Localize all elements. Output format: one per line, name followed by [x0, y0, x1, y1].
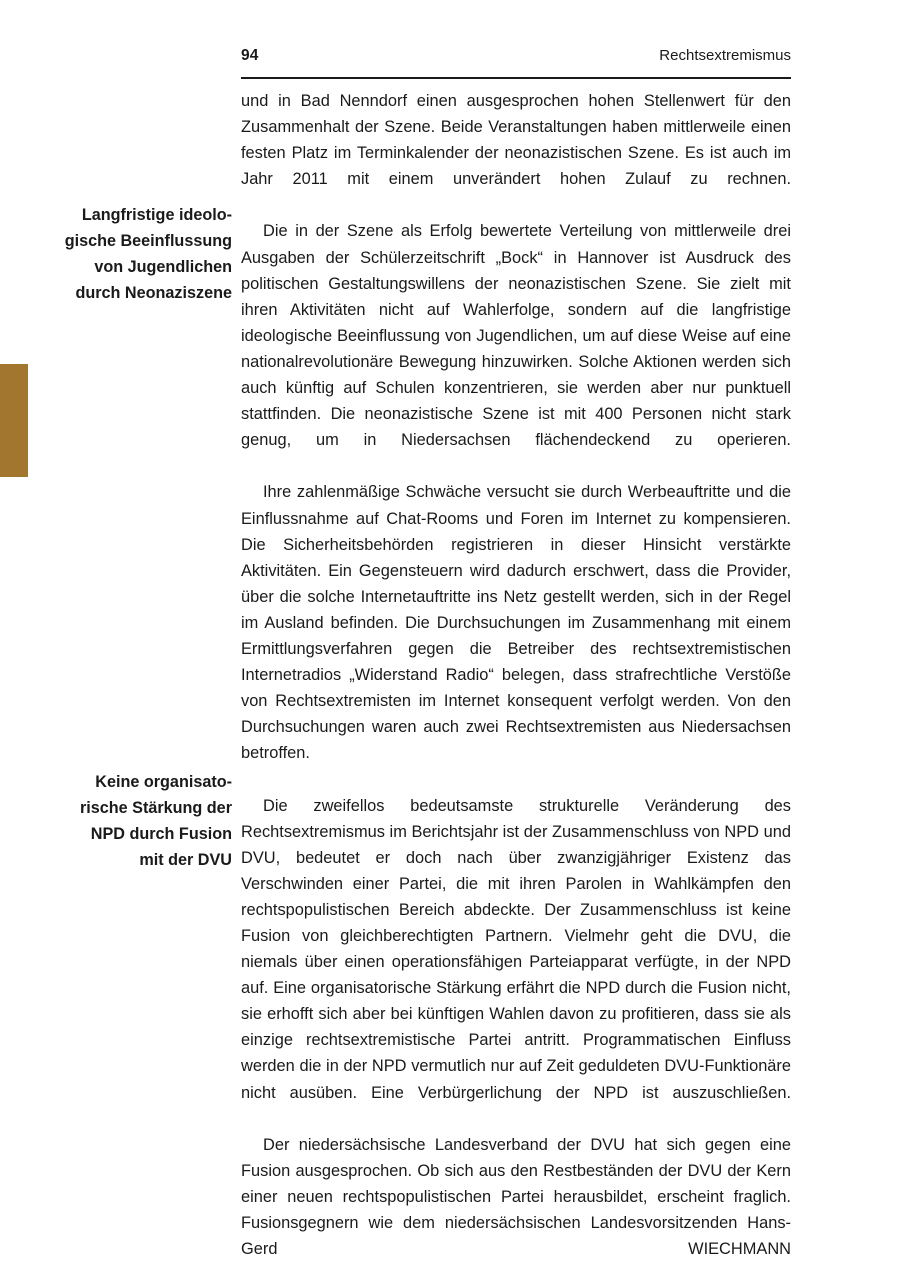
margin-note-line: gische Beeinflussung — [64, 232, 232, 251]
margin-note-line: von Jugendlichen — [94, 258, 232, 277]
body-paragraph: Die in der Szene als Erfolg bewertete Verteilung von mittlerweile drei Ausgaben der Schülerzeitschrift „Bock“ in Hannover ist Ausdruck des politischen Gestaltungswillens der neonazistischen Szene. Sie zielt mit ihren Aktivitäten nicht auf Wahlerfolge, sondern auf die langfristige ideologische Beeinflussung von Jugendlichen, um auf diese Weise auf eine nationalrevolutionäre Bewegung hinzuwirken. Solche Aktionen werden sich auch künftig auf Schulen konzentrieren, sie werden aber nur punktuell stattfinden. Die neonazistische Szene ist mit 400 Personen nicht stark genug, um in Niedersachsen flächendeckend zu operieren. — [241, 222, 791, 450]
margin-note-line: Langfristige ideolo- — [81, 206, 232, 224]
margin-note-line: rische Stärkung der — [79, 799, 232, 818]
body-paragraph: Der niedersächsische Landesverband der DVU hat sich gegen eine Fusion ausgesprochen. Ob sich aus den Restbeständen der DVU der Kern einer neuen rechtspopulistischen Partei herausbildet, erscheint fraglich. Fusionsgegnern wie dem niedersächsischen Landesvorsitzenden Hans-Gerd WIECHMANN — [241, 1135, 791, 1259]
body-paragraph: und in Bad Nenndorf einen ausgesprochen hohen Stellenwert für den Zusammenhalt der Szene. Beide Veranstaltungen haben mittlerweile einen festen Platz im Terminkalender der neonazistischen Szene. Es ist auch im Jahr 2011 mit einem unverändert hohen Zulauf zu rechnen. — [241, 92, 791, 189]
margin-note-langfristige-ideologische-beeinflussung — [20, 202, 232, 306]
body-paragraph: Ihre zahlenmäßige Schwäche versucht sie durch Werbeauftritte und die Einflussnahme auf Chat-Rooms und Foren im Internet zu kompensieren. Die Sicherheitsbehörden registrieren in dieser Hinsicht verstärkte Aktivitäten. Ein Gegensteuern wird dadurch erschwert, dass die Provider, über die solche Internetauftritte ins Netz gestellt werden, sich in der Regel im Ausland befinden. Die Durchsuchungen im Zusammenhang mit einem Ermittlungsverfahren gegen die Betreiber des rechtsextremistischen Internetradios „Widerstand Radio“ belegen, dass strafrechtliche Verstöße von Rechtsextremisten im Internet konsequent verfolgt werden. Von den Durchsuchungen waren auch zwei Rechtsextremisten aus Niedersachsen betroffen. — [241, 483, 791, 763]
margin-note-line: mit der DVU — [139, 851, 232, 870]
body-text-column — [241, 88, 791, 1288]
margin-note-keine-organisatorische-staerkung — [20, 769, 232, 873]
section-thumb-tab — [0, 364, 28, 477]
margin-note-line: durch Neonaziszene — [75, 284, 232, 303]
page-number: 94 — [241, 47, 259, 64]
running-title: Rechtsextremismus — [659, 47, 791, 64]
header-rule — [241, 77, 791, 79]
running-head — [241, 46, 791, 66]
margin-note-line: Keine organisato- — [95, 773, 232, 791]
body-paragraph: Die zweifellos bedeutsamste strukturelle Veränderung des Rechtsextremismus im Berichtsjahr ist der Zusammenschluss von NPD und DVU, bedeutet er doch nach über zwanzigjähriger Existenz das Verschwinden einer Partei, die mit ihren Parolen in Wahlkämpfen den rechtspopulistischen Bereich abdeckte. Der Zusammenschluss ist keine Fusion von gleichberechtigten Partnern. Vielmehr geht die DVU, die niemals über einen operationsfähigen Parteiapparat verfügte, in der NPD auf. Eine organisatorische Stärkung erfährt die NPD durch die Fusion nicht, sie erhofft sich aber bei künftigen Wahlen davon zu profitieren, dass sie als einzige rechtsextremistische Partei antritt. Programmatischen Einfluss werden die in der NPD vermutlich nur auf Zeit geduldeten DVU-Funktionäre nicht ausüben. Eine Verbürgerlichung der NPD ist auszuschließen. — [241, 796, 791, 1102]
margin-note-line: NPD durch Fusion — [90, 825, 232, 844]
